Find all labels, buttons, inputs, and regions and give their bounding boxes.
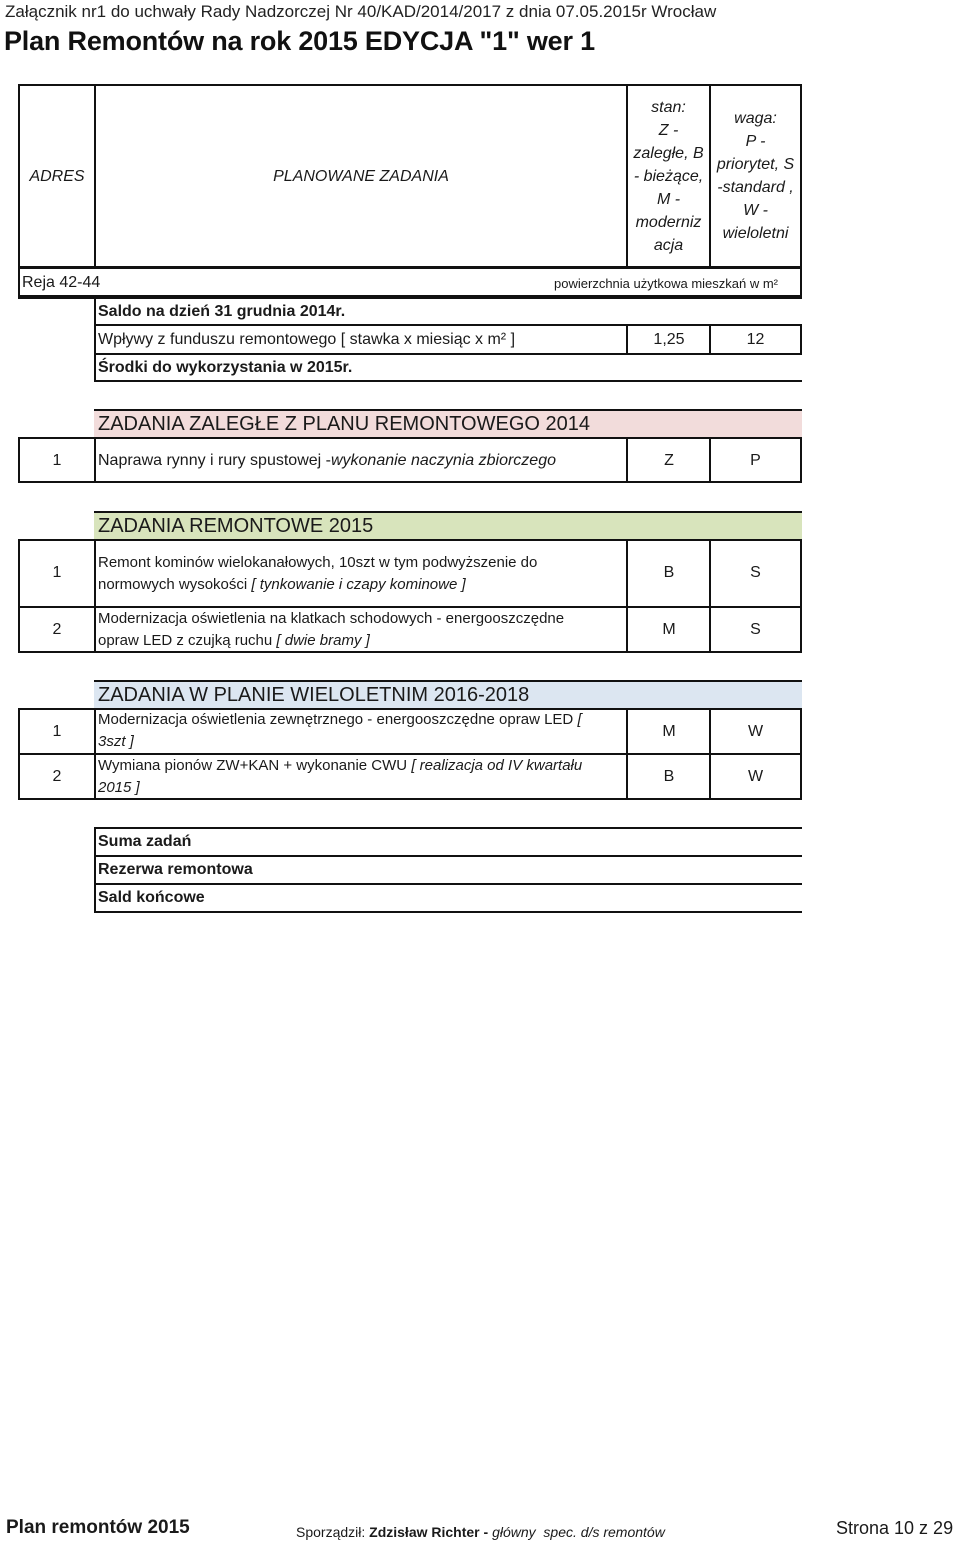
rezerwa-label: Rezerwa remontowa [98, 861, 253, 878]
remontowe-div-1 [94, 539, 96, 653]
section-zalegle-header: ZADANIA ZALEGŁE Z PLANU REMONTOWEGO 2014 [94, 411, 802, 437]
address-name: Reja 42-44 [22, 274, 101, 291]
address-bottom-border [18, 295, 802, 299]
wieloletnie-row-1-waga: W [747, 723, 764, 740]
zalegle-row-1-text: Naprawa rynny i rury spustowej - wykonanie naczynia zbiorczego [98, 452, 556, 469]
zalegle-row-1-waga: P [750, 452, 761, 469]
footer-prepared: Sporządził: Zdzisław Richter - główny spec. d/s remontów [296, 1524, 665, 1540]
wieloletnie-row2-bottom [18, 798, 802, 800]
header-adres: ADRES [18, 84, 96, 268]
document-title: Plan Remontów na rok 2015 EDYCJA "1" wer 1 [4, 26, 595, 56]
stawka-value: 1,25 [653, 331, 685, 348]
remontowe-row-2-waga: S [750, 621, 761, 638]
wplywy-label: Wpływy z funduszu remontowego [ stawka x miesiąc x m² ] [98, 331, 516, 348]
remontowe-row-1-no: 1 [52, 564, 62, 581]
saldo-koncowe-label: Sald końcowe [98, 889, 205, 906]
finance-line-3 [94, 380, 802, 382]
remontowe-row-1-waga: S [750, 564, 761, 581]
remontowe-row2-bottom [18, 651, 802, 653]
finance-right-border [800, 324, 802, 354]
finance-line-2 [94, 353, 802, 355]
finance-line-1 [94, 324, 802, 326]
footer-left: Plan remontów 2015 [6, 1517, 190, 1538]
document-subtitle: Załącznik nr1 do uchwały Rady Nadzorczej Nr 40/KAD/2014/2017 z dnia 07.05.2015r Wrocław [5, 2, 717, 21]
wieloletnie-row-2-waga: W [747, 768, 764, 785]
remontowe-right-border [800, 539, 802, 653]
zalegle-right-border [800, 437, 802, 483]
zalegle-row-1-no: 1 [52, 452, 62, 469]
wieloletnie-row-1-text: Modernizacja oświetlenia zewnętrznego - energooszczędne opraw LED [ 3szt ] [98, 711, 582, 750]
header-waga: waga: P - priorytet, S -standard , W - wieloletni [709, 84, 802, 268]
summary-left-border [94, 827, 96, 913]
wieloletnie-row-1-no: 1 [52, 723, 62, 740]
wieloletnie-row-2-text: Wymiana pionów ZW+KAN + wykonanie CWU [ realizacja od IV kwartału 2015 ] [98, 757, 583, 796]
wieloletnie-row-1-stan: M [662, 723, 676, 740]
remontowe-row-1-stan: B [663, 564, 675, 581]
address-area-label: powierzchnia użytkowa mieszkań w m² [554, 276, 778, 291]
zalegle-row-top [18, 437, 802, 439]
section-wieloletnie-header: ZADANIA W PLANIE WIELOLETNIM 2016-2018 [94, 682, 802, 708]
summary-top-border [94, 827, 802, 829]
address-right-border [800, 268, 802, 298]
saldo-label: Saldo na dzień 31 grudnia 2014r. [98, 303, 346, 320]
remontowe-row-2-no: 2 [52, 621, 62, 638]
zalegle-row-1-stan: Z [664, 452, 674, 469]
address-left-border [18, 268, 20, 298]
wieloletnie-row-2-stan: B [663, 768, 675, 785]
miesiace-value: 12 [746, 331, 765, 348]
section-remontowe-header: ZADANIA REMONTOWE 2015 [94, 513, 802, 539]
suma-zadan-label: Suma zadań [98, 833, 192, 850]
header-planowane-zadania: PLANOWANE ZADANIA [94, 84, 628, 268]
srodki-label: Środki do wykorzystania w 2015r. [98, 359, 353, 376]
zalegle-div-1 [94, 437, 96, 483]
zalegle-row-bottom [18, 481, 802, 483]
remontowe-row-2-text: Modernizacja oświetlenia na klatkach schodowych - energooszczędne opraw LED z czujką ruchu [ dwie bramy ] [98, 610, 565, 649]
footer-page-number: Strona 10 z 29 [836, 1518, 954, 1538]
wieloletnie-row-2-no: 2 [52, 768, 62, 785]
summary-line-2 [94, 883, 802, 885]
header-stan: stan: Z - zaległe, B - bieżące, M - moderniz acja [626, 84, 711, 268]
summary-bottom-border [94, 911, 802, 913]
remontowe-row-2-stan: M [662, 621, 676, 638]
address-top-border [18, 266, 802, 269]
remontowe-row-1-text: Remont kominów wielokanałowych, 10szt w tym podwyższenie do normowych wysokości [ tynkowanie i czapy kominowe ] [98, 554, 538, 593]
summary-line-1 [94, 855, 802, 857]
finance-left-border [94, 298, 96, 382]
